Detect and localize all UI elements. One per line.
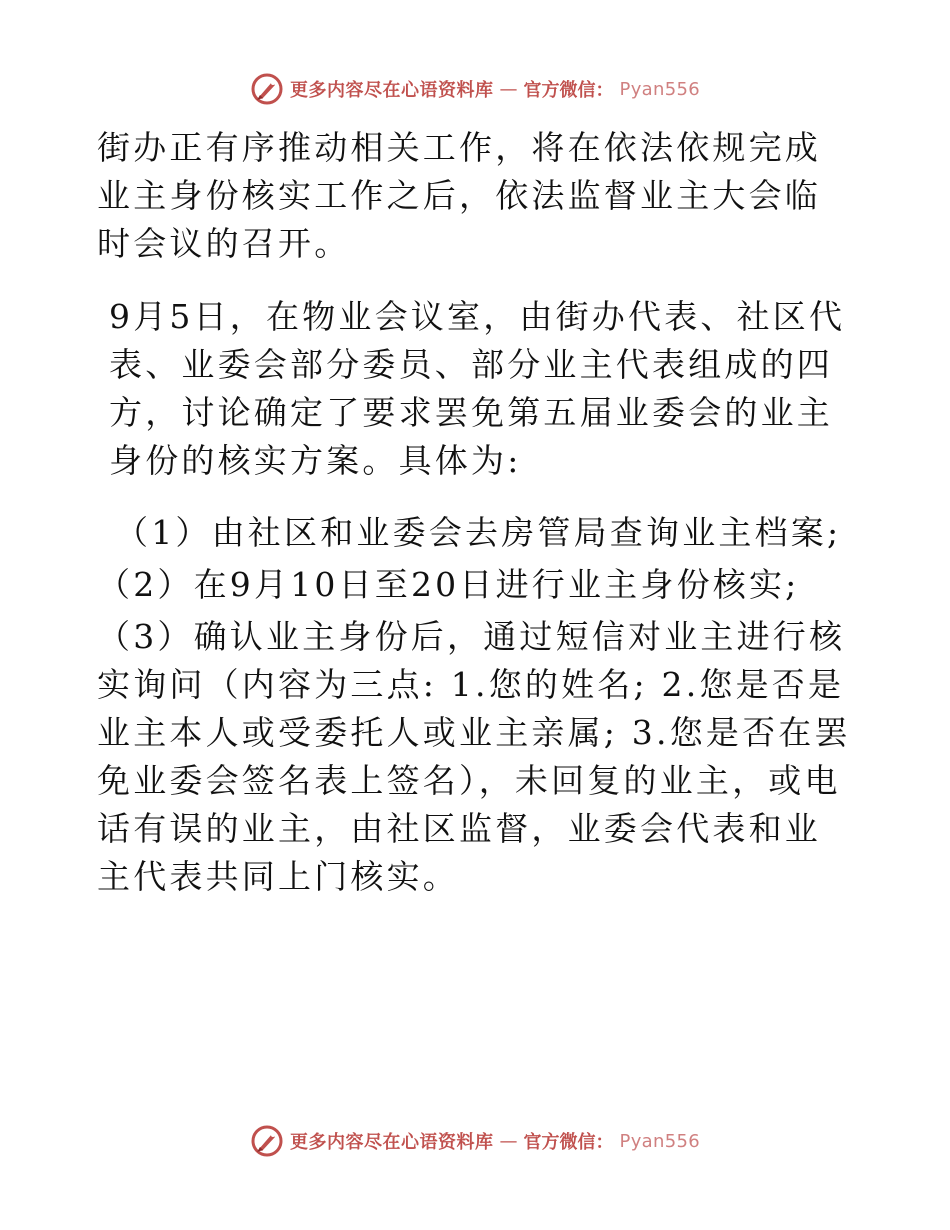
watermark-wechat-id: Pyan556 bbox=[619, 1130, 700, 1152]
pen-nib-seal-icon bbox=[250, 1124, 284, 1158]
paragraph-meeting: 9月5日，在物业会议室，由街办代表、社区代表、业委会部分委员、部分业主代表组成的四方，讨论确定了要求罢免第五届业委会的业主身份的核实方案。具体为: bbox=[109, 297, 846, 480]
watermark-wechat-id: Pyan556 bbox=[619, 78, 700, 100]
list-item-2: （2）在9月10日至20日进行业主身份核实; bbox=[97, 565, 800, 604]
document-body bbox=[97, 124, 857, 901]
header-watermark bbox=[0, 72, 950, 106]
watermark-text: 更多内容尽在心语资料库 bbox=[290, 80, 494, 101]
watermark-text: 更多内容尽在心语资料库 bbox=[290, 1132, 494, 1153]
paragraph-intro: 街办正有序推动相关工作，将在依法依规完成业主身份核实工作之后，依法监督业主大会临时会议的召开。 bbox=[97, 128, 821, 263]
list-item-3: （3）确认业主身份后，通过短信对业主进行核实询问（内容为三点: 1.您的姓名; 2.您是否是业主本人或受委托人或业主亲属; 3.您是否在罢免业委会签名表上签名），未回复的业主，或电话有误的业主，由社区监督，业委会代表和业主代表共同上门核实。 bbox=[97, 617, 851, 896]
watermark-wechat-label: 官方微信： bbox=[523, 1132, 614, 1153]
watermark-dash: — bbox=[499, 1130, 518, 1152]
footer-watermark bbox=[0, 1124, 950, 1158]
pen-nib-seal-icon bbox=[250, 72, 284, 106]
watermark-wechat-label: 官方微信： bbox=[523, 80, 614, 101]
watermark-dash: — bbox=[499, 78, 518, 100]
list-item-1: （1）由社区和业委会去房管局查询业主档案; bbox=[115, 513, 842, 552]
